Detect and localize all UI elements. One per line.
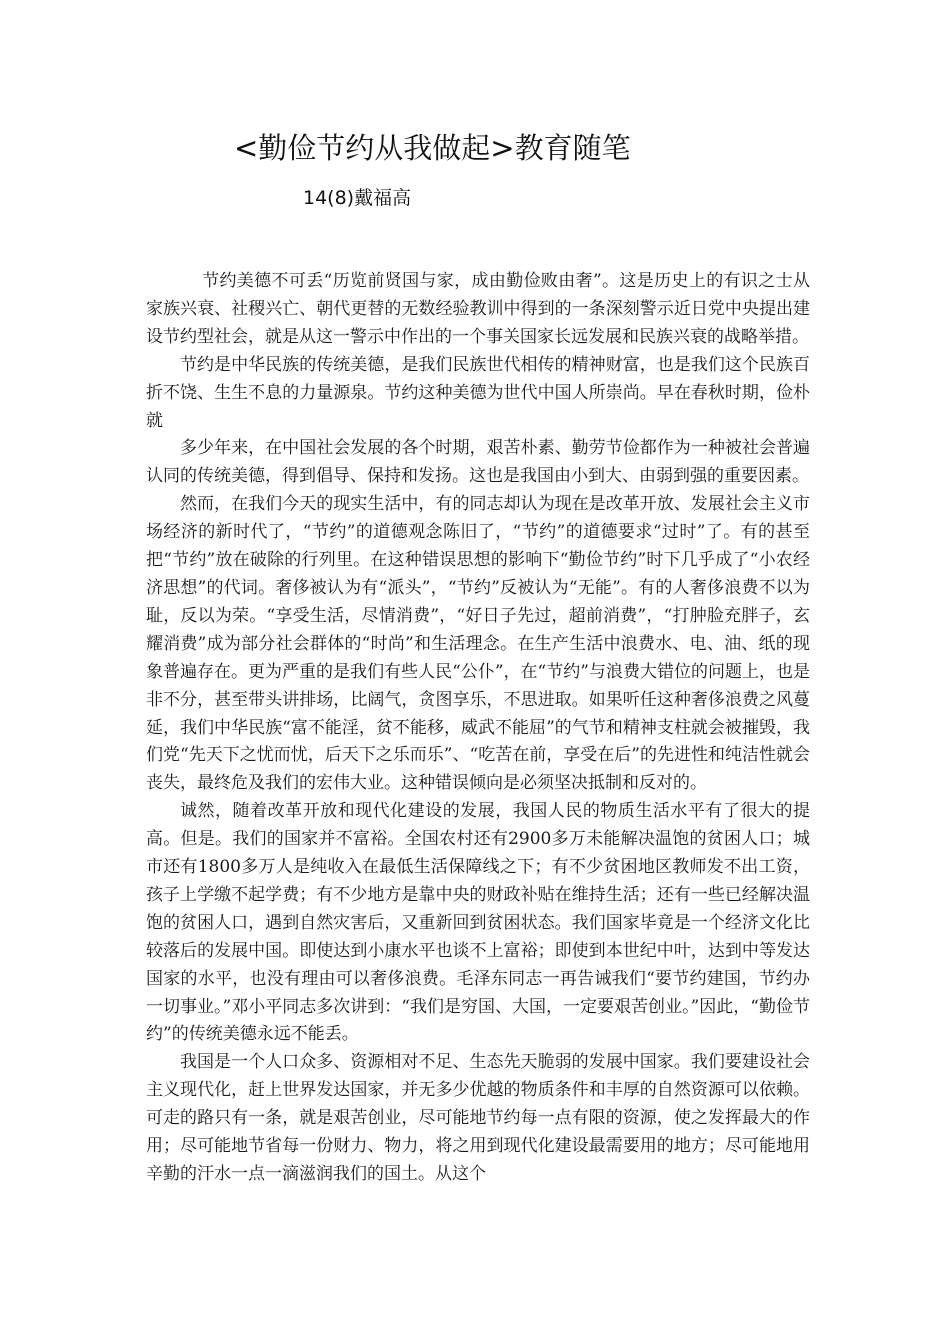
paragraph: 多少年来，在中国社会发展的各个时期，艰苦朴素、勤劳节俭都作为一种被社会普遍认同的传统美德，得到倡导、保持和发扬。这也是我国由小到大、由弱到强的重要因素。 — [146, 438, 810, 487]
paragraph: 节约是中华民族的传统美德，是我们民族世代相传的精神财富，也是我们这个民族百折不饶、生生不息的力量源泉。节约这种美德为世代中国人所崇尚。早在春秋时期，俭朴就 — [146, 354, 810, 431]
document-body — [146, 268, 810, 1189]
paragraph: 节约美德不可丢“历览前贤国与家，成由勤俭败由奢”。这是历史上的有识之士从家族兴衰、社稷兴亡、朝代更替的无数经验教训中得到的一条深刻警示近日党中央提出建设节约型社会，就是从这一警示中作出的一个事关国家长远发展和民族兴衰的战略举措。 — [146, 271, 810, 347]
paragraph: 我国是一个人口众多、资源相对不足、生态先天脆弱的发展中国家。我们要建设社会主义现代化，赶上世界发达国家，并无多少优越的物质条件和丰厚的自然资源可以依赖。可走的路只有一条，就是艰苦创业，尽可能地节约每一点有限的资源，使之发挥最大的作用；尽可能地节省每一份财力、物力，将之用到现代化建设最需要用的地方；尽可能地用辛勤的汗水一点一滴滋润我们的国土。从这个 — [146, 1052, 810, 1184]
document-author: 14(8)戴福高 — [303, 187, 412, 209]
document-title: <勤俭节约从我做起>教育随笔 — [234, 131, 631, 165]
paragraph: 然而，在我们今天的现实生活中，有的同志却认为现在是改革开放、发展社会主义市场经济的新时代了，“节约”的道德观念陈旧了，“节约”的道德要求“过时”了。有的甚至把“节约”放在破除的行列里。在这种错误思想的影响下“勤俭节约”时下几乎成了“小农经济思想”的代词。奢侈被认为有“派头”，“节约”反被认为“无能”。有的人奢侈浪费不以为耻，反以为荣。“享受生活，尽情消费”，“好日子先过，超前消费”，“打肿脸充胖子，玄耀消费”成为部分社会群体的“时尚”和生活理念。在生产生活中浪费水、电、油、纸的现象普遍存在。更为严重的是我们有些人民“公仆”，在“节约”与浪费大错位的问题上，也是非不分，甚至带头讲排场，比阔气，贪图享乐，不思进取。如果听任这种奢侈浪费之风蔓延，我们中华民族“富不能淫，贫不能移，威武不能屈”的气节和精神支柱就会被摧毁，我们党“先天下之忧而忧，后天下之乐而乐”、“吃苦在前，享受在后”的先进性和纯洁性就会丧失，最终危及我们的宏伟大业。这种错误倾向是必须坚决抵制和反对的。 — [146, 494, 810, 794]
paragraph: 诚然，随着改革开放和现代化建设的发展，我国人民的物质生活水平有了很大的提高。但是。我们的国家并不富裕。全国农村还有2900多万未能解决温饱的贫困人口；城市还有1800多万人是纯收入在最低生活保障线之下；有不少贫困地区教师发不出工资，孩子上学缴不起学费；有不少地方是靠中央的财政补贴在维持生活；还有一些已经解决温饱的贫困人口，遇到自然灾害后，又重新回到贫困状态。我们国家毕竟是一个经济文化比较落后的发展中国。即使达到小康水平也谈不上富裕；即使到本世纪中叶，达到中等发达国家的水平，也没有理由可以奢侈浪费。毛泽东同志一再告诫我们“要节约建国，节约办一切事业。”邓小平同志多次讲到：“我们是穷国、大国，一定要艰苦创业。”因此，“勤俭节约”的传统美德永远不能丢。 — [146, 801, 810, 1045]
